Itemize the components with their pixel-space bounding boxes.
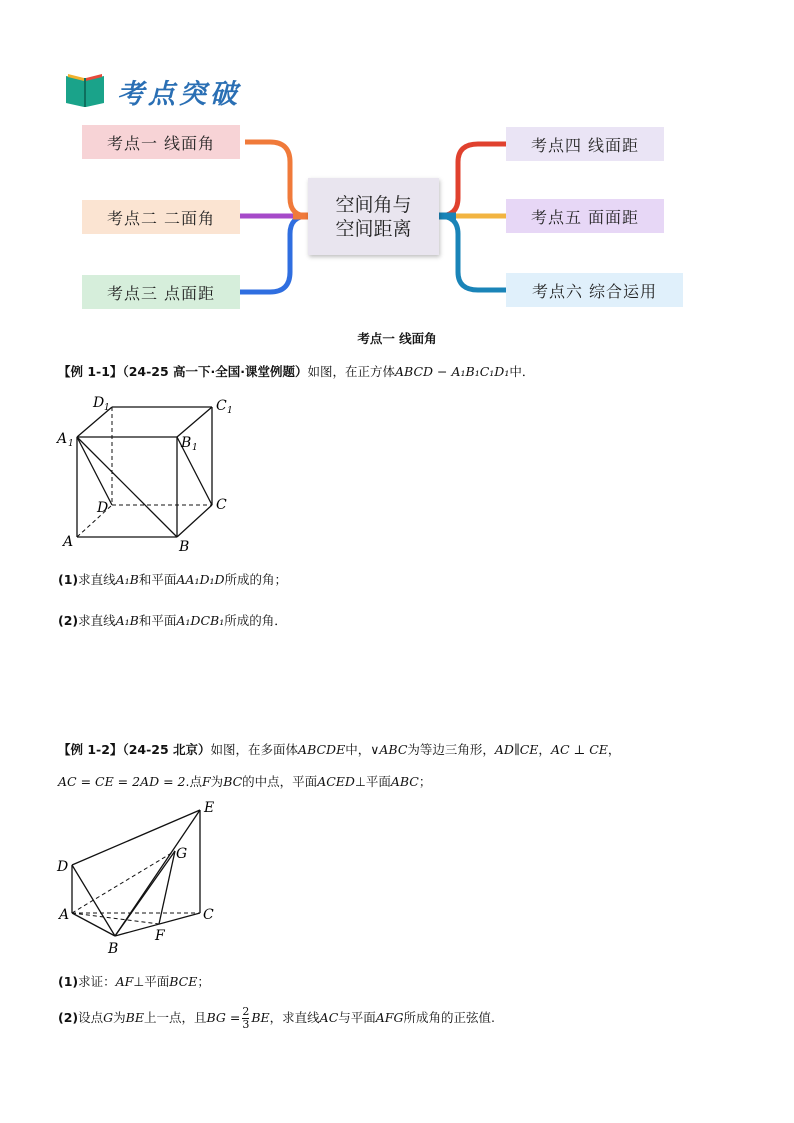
mindmap-node-right-1: 考点四 线面距	[506, 127, 664, 161]
example1-text-end: 中．	[509, 364, 535, 379]
label-A1-sub: 1	[68, 439, 74, 449]
q-text: 所成的角．	[224, 613, 287, 628]
mindmap-node-left-1: 考点一 线面角	[82, 125, 240, 159]
math: BC	[223, 774, 243, 789]
q-text: 求直线	[78, 613, 116, 628]
text: ，	[607, 742, 621, 757]
polyhedron-figure	[55, 798, 230, 958]
text: .点	[185, 774, 202, 789]
q-text: 所成角的正弦值.	[403, 1010, 495, 1025]
text: 中，	[345, 742, 371, 757]
example1-tag: 【例 1-1】	[58, 364, 123, 379]
example1-statement	[58, 362, 534, 380]
q-text: 和平面	[138, 572, 177, 587]
label-C1: C	[216, 398, 227, 414]
q-math: AC	[319, 1010, 339, 1025]
label-D1: D	[93, 395, 105, 411]
fraction-denominator: 3	[242, 1018, 250, 1031]
center-line-1: 空间角与	[335, 193, 412, 216]
mindmap-node-left-2: 考点二 二面角	[82, 200, 240, 234]
label-G: G	[176, 846, 188, 862]
mindmap-node-left-3: 考点三 点面距	[82, 275, 240, 309]
text: 为等边三角形，	[407, 742, 495, 757]
text: 为	[210, 774, 224, 789]
example2-question-1	[58, 972, 210, 990]
label-B1-sub: 1	[192, 443, 198, 453]
q-math: AA₁D₁D	[176, 572, 225, 587]
math: AC ⊥ CE	[550, 742, 608, 757]
q-math: AF	[115, 974, 134, 989]
q-text: 和平面	[138, 613, 177, 628]
q-text: 上一点，且	[143, 1010, 207, 1025]
book-icon	[64, 70, 106, 108]
math: ∨ABC	[370, 742, 408, 757]
math: AC = CE = 2AD = 2	[58, 774, 186, 789]
q-number: (1)	[58, 974, 79, 989]
text: 如图，在多面体	[210, 742, 299, 757]
q-math: A₁DCB₁	[176, 613, 225, 628]
label-D: D	[97, 500, 109, 516]
math: AD∥CE	[494, 742, 539, 757]
q-math: BE	[251, 1010, 270, 1025]
q-text: ，求直线	[269, 1010, 320, 1025]
cube-figure	[55, 390, 245, 555]
example2-question-2	[58, 1006, 495, 1031]
label-C: C	[203, 907, 214, 923]
example2-statement-line1	[58, 740, 620, 758]
q-text: 与平面	[338, 1010, 376, 1025]
label-D1-sub: 1	[104, 403, 110, 413]
label-A1: A	[57, 431, 68, 447]
label-B: B	[179, 539, 190, 555]
label-F: F	[155, 928, 165, 944]
text: ⊥平面	[354, 774, 391, 789]
text: 的中点，平面	[242, 774, 318, 789]
q-text: ⊥平面	[133, 974, 170, 989]
q-number: (1)	[58, 572, 79, 587]
q-math: AFG	[375, 1010, 404, 1025]
q-math: BG =	[206, 1010, 241, 1025]
example2-source: （24-25 北京）	[122, 742, 211, 757]
math: ABC	[390, 774, 419, 789]
text: ；	[418, 774, 432, 789]
section-title: 考点一 线面角	[357, 331, 437, 346]
connector-left-3	[240, 216, 308, 292]
label-A: A	[59, 907, 70, 923]
example1-math: ABCD − A₁B₁C₁D₁	[395, 364, 510, 379]
connector-right-1	[439, 144, 506, 216]
label-B1: B	[181, 435, 192, 451]
q-text: 求证：	[78, 974, 116, 989]
q-number: (2)	[58, 613, 79, 628]
connector-left-1	[245, 142, 308, 216]
q-text: ；	[197, 974, 210, 989]
mindmap-center-node	[308, 178, 439, 255]
q-math: A₁B	[115, 613, 139, 628]
example1-question-1	[58, 570, 287, 588]
label-D: D	[57, 859, 69, 875]
mindmap-node-right-3: 考点六 综合运用	[506, 273, 683, 307]
math: F	[201, 774, 211, 789]
q-text: 为	[113, 1010, 126, 1025]
q-math: G	[103, 1010, 114, 1025]
connector-right-3	[439, 216, 506, 290]
label-C1-sub: 1	[227, 406, 233, 416]
label-C: C	[216, 497, 227, 513]
q-math: BE	[125, 1010, 144, 1025]
label-E: E	[204, 800, 215, 816]
mindmap-node-right-2: 考点五 面面距	[506, 199, 664, 233]
label-B: B	[108, 941, 119, 957]
example1-question-2	[58, 611, 287, 629]
math: ABCDE	[298, 742, 346, 757]
q-text: 求直线	[78, 572, 116, 587]
center-line-2: 空间距离	[335, 217, 412, 240]
example1-text: 如图，在正方体	[307, 364, 396, 379]
example2-tag: 【例 1-2】	[58, 742, 123, 757]
example1-source: （24-25 高一下·全国·课堂例题）	[122, 364, 308, 379]
example2-statement-line2	[58, 772, 431, 790]
fraction	[242, 1006, 249, 1031]
math: ACED	[317, 774, 355, 789]
header-title: 考点突破	[117, 79, 241, 110]
fraction-numerator: 2	[242, 1005, 250, 1018]
q-text: 设点	[78, 1010, 104, 1025]
q-math: BCE	[169, 974, 198, 989]
q-number: (2)	[58, 1010, 79, 1025]
q-math: A₁B	[115, 572, 139, 587]
text: ，	[538, 742, 551, 757]
q-text: 所成的角；	[224, 572, 288, 587]
label-A: A	[63, 534, 74, 550]
